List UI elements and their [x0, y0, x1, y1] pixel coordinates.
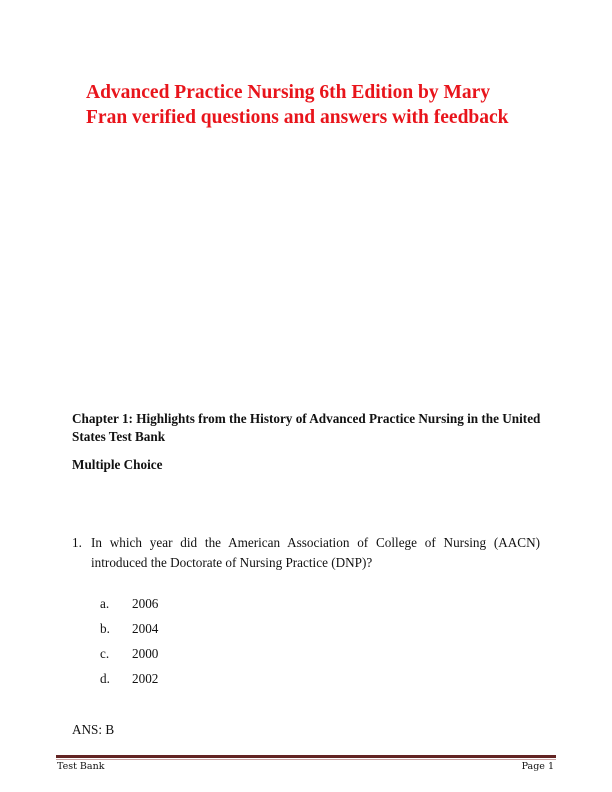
- option-value: 2000: [132, 646, 159, 661]
- document-title-line-2: Fran verified questions and answers with feedback: [86, 107, 509, 128]
- option-a: [100, 596, 158, 621]
- question-1: [72, 533, 540, 573]
- footer-label: Test Bank: [57, 761, 105, 772]
- option-d: [100, 671, 158, 696]
- option-letter: a.: [100, 596, 110, 611]
- section-heading: Multiple Choice: [72, 457, 163, 472]
- document-title-line-1: Advanced Practice Nursing 6th Edition by Mary: [86, 82, 491, 103]
- option-letter: c.: [100, 646, 110, 661]
- option-c: [100, 646, 158, 671]
- footer-divider-thin: [56, 759, 556, 760]
- chapter-heading: Chapter 1: Highlights from the History of Advanced Practice Nursing in the United States Test Bank: [72, 411, 541, 444]
- option-letter: b.: [100, 621, 110, 636]
- answer-key: ANS: B: [72, 722, 115, 737]
- document-title: [86, 80, 546, 130]
- question-number: 1.: [72, 535, 82, 550]
- option-value: 2004: [132, 621, 159, 636]
- answer-options: [100, 596, 158, 696]
- page-number: Page 1: [521, 761, 554, 772]
- option-value: 2006: [132, 596, 159, 611]
- option-value: 2002: [132, 671, 159, 686]
- question-text: In which year did the American Association of College of Nursing (AACN) introduced the Doctorate of Nursing Practice (DNP)?: [91, 535, 540, 570]
- option-b: [100, 621, 158, 646]
- option-letter: d.: [100, 671, 110, 686]
